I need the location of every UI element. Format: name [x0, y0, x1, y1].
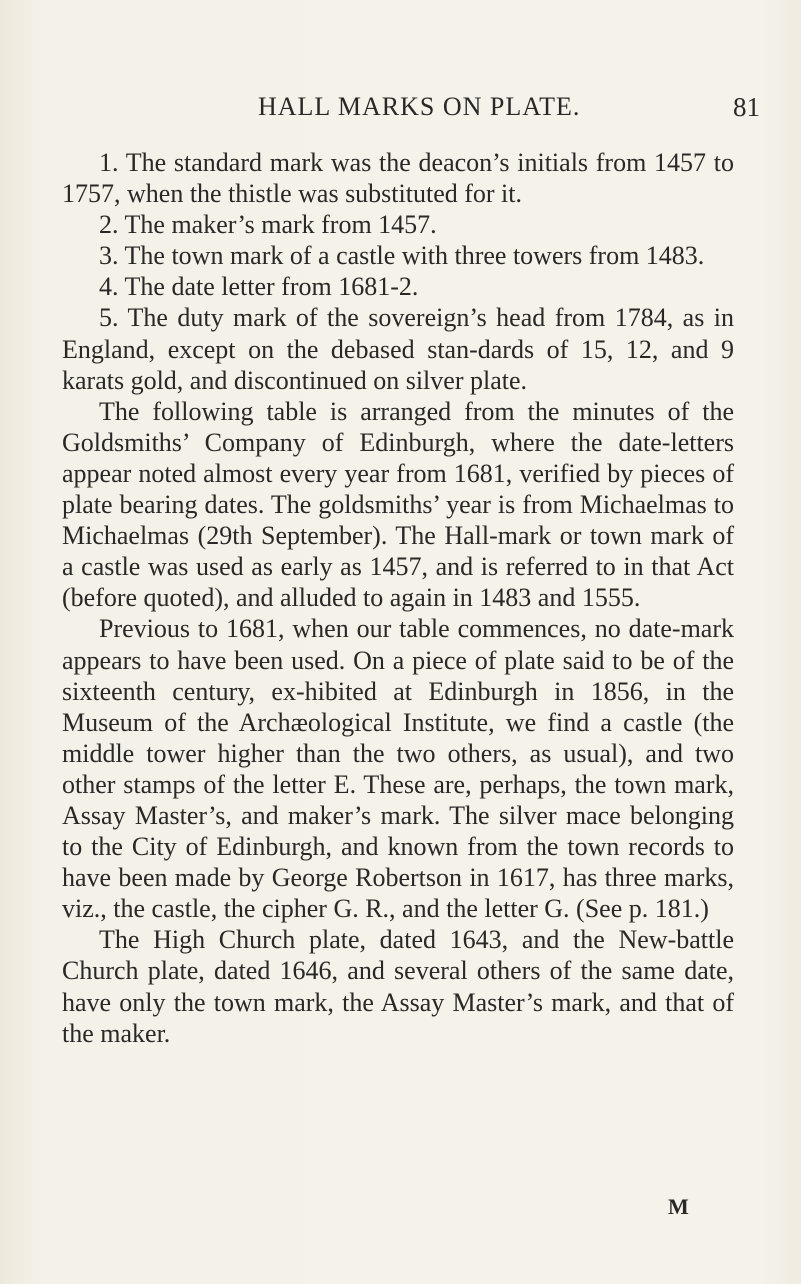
signature-mark: M [668, 1194, 689, 1219]
paragraph-high-church: The High Church plate, dated 1643, and the New-battle Church plate, dated 1646, and several others of the same date, have only the town mark, the Assay Master’s mark, and that of the maker. [62, 925, 734, 1048]
page-number: 81 [733, 92, 760, 122]
page-header [60, 92, 760, 126]
paragraph-previous-1681: Previous to 1681, when our table commences, no date-mark appears to have been used. On a piece of plate said to be of the sixteenth century, ex-hibited at Edinburgh in 1856, in the Museum of the Archæological Institute, we find a castle (the middle tower higher than the two others, as usual), and two other stamps of the letter E. These are, perhaps, the town mark, Assay Master’s, and maker’s mark. The silver mace belonging to the City of Edinburgh, and known from the town records to have been made by George Robertson in 1617, has three marks, viz., the castle, the cipher G. R., and the letter G. (See p. 181.) [62, 614, 734, 924]
paragraph-item-4: 4. The date letter from 1681-2. [99, 272, 419, 302]
paragraph-item-3: 3. The town mark of a castle with three towers from 1483. [99, 241, 705, 271]
paragraph-item-1: 1. The standard mark was the deacon’s initials from 1457 to 1757, when the thistle was substituted for it. [62, 148, 734, 209]
body-text [62, 147, 734, 1049]
paragraph-item-2: 2. The maker’s mark from 1457. [99, 210, 437, 240]
paragraph-table-intro: The following table is arranged from the minutes of the Goldsmiths’ Company of Edinburgh, where the date-letters appear noted almost every year from 1681, verified by pieces of plate bearing dates. The goldsmiths’ year is from Michaelmas to Michaelmas (29th September). The Hall-mark or town mark of a castle was used as early as 1457, and is referred to in that Act (before quoted), and alluded to again in 1483 and 1555. [62, 396, 734, 613]
paragraph-item-5: 5. The duty mark of the sovereign’s head from 1784, as in England, except on the debased stan-dards of 15, 12, and 9 karats gold, and discontinued on silver plate. [62, 303, 734, 395]
running-head: HALL MARKS ON PLATE. [258, 92, 581, 121]
